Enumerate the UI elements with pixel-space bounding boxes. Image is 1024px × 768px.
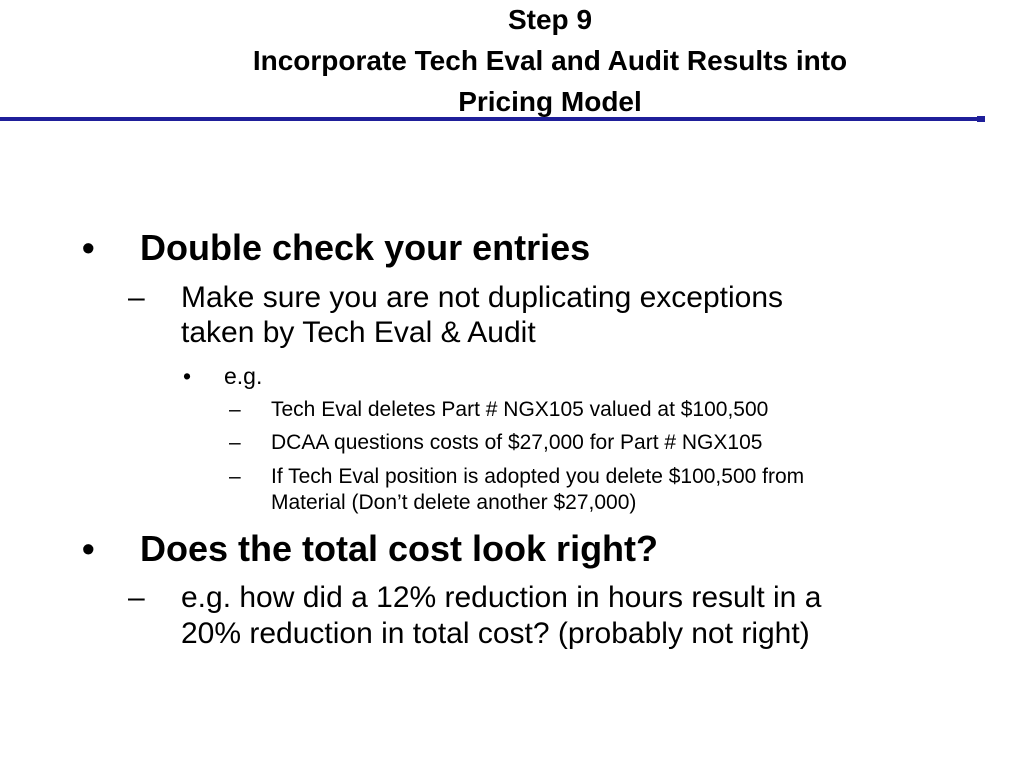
bullet-1-marker: •: [82, 227, 95, 268]
bullet-1-sub-text-line2: taken by Tech Eval & Audit: [181, 316, 536, 349]
bullet-2-sub-text-line1: e.g. how did a 12% reduction in hours result in a: [181, 581, 822, 614]
example-item-2-marker: –: [229, 431, 241, 454]
example-item-3-text-line1: If Tech Eval position is adopted you delete $100,500 from: [271, 465, 805, 488]
bullet-2-marker: •: [82, 528, 95, 569]
bullet-2-sub-marker: –: [128, 581, 145, 614]
bullet-1-sub-sub-marker: •: [183, 363, 192, 389]
slide-title-line2: Incorporate Tech Eval and Audit Results into: [252, 45, 848, 76]
title-divider: [0, 117, 978, 121]
slide-title-line3: Pricing Model: [458, 86, 642, 117]
bullet-2-text: Does the total cost look right?: [140, 528, 659, 569]
example-item-2-text: DCAA questions costs of $27,000 for Part # NGX105: [271, 431, 763, 454]
example-item-3-marker: –: [229, 465, 241, 488]
bullet-1-sub-marker: –: [128, 281, 145, 314]
slide-title-line1: Step 9: [507, 4, 593, 35]
example-item-3-text-line2: Material (Don’t delete another $27,000): [271, 491, 637, 514]
example-item-1-text: Tech Eval deletes Part # NGX105 valued at $100,500: [271, 398, 769, 421]
bullet-2-sub-text-line2: 20% reduction in total cost? (probably not right): [181, 617, 810, 650]
bullet-1-text: Double check your entries: [140, 227, 591, 268]
bullet-1-sub-text-line1: Make sure you are not duplicating exceptions: [181, 281, 784, 314]
title-divider-end: [977, 116, 985, 122]
example-item-1-marker: –: [229, 398, 241, 421]
bullet-1-sub-sub-text: e.g.: [224, 363, 263, 389]
